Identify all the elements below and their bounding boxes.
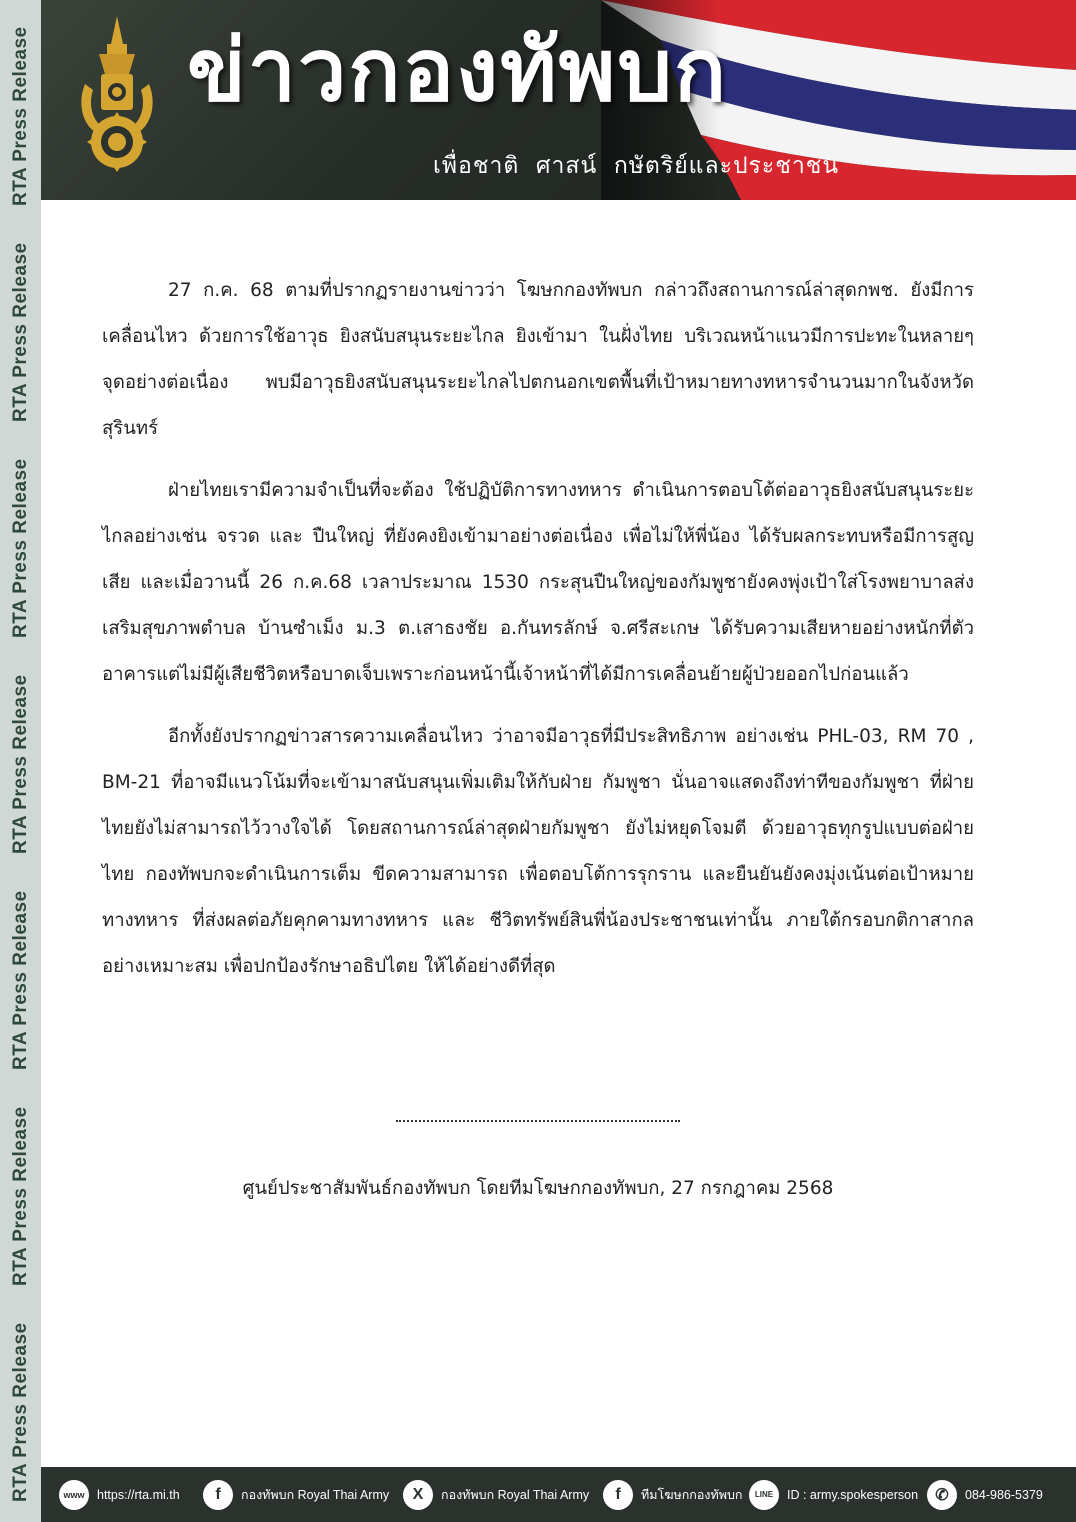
facebook-icon: f <box>203 1480 233 1510</box>
side-band-label: RTA Press Release <box>10 1322 31 1502</box>
footer-website[interactable] <box>59 1467 180 1522</box>
side-band-label: RTA Press Release <box>10 1106 31 1286</box>
dotted-divider <box>396 1120 680 1122</box>
masthead-tagline: เพื่อชาติ ศาสน์ กษัตริย์และประชาชน <box>433 153 840 179</box>
side-band-labels <box>0 0 41 1522</box>
header-banner <box>41 0 1076 200</box>
footer-x-rta-text: กองทัพบก Royal Thai Army <box>441 1487 590 1502</box>
side-band <box>0 0 41 1522</box>
footer-facebook-spokesperson-text: ทีมโฆษกกองทัพบก <box>641 1487 743 1502</box>
paragraph: อีกทั้งยังปรากฏข่าวสารความเคลื่อนไหว ว่าอาจมีอาวุธที่มีประสิทธิภาพ อย่างเช่น PHL-03, RM 70 , BM-21 ที่อาจมีแนวโน้มที่จะเข้ามาสนับสนุนเพิ่มเติมให้กับฝ่าย กัมพูชา นั่นอาจแสดงถึงท่าทีของกัมพูชา ที่ฝ่ายไทยยังไม่สามารถไว้วางใจได้ โดยสถานการณ์ล่าสุดฝ่ายกัมพูชา ยังไม่หยุดโจมตี ด้วยอาวุธทุกรูปแบบต่อฝ่ายไทย กองทัพบกจะดำเนินการเต็ม ขีดความสามารถ เพื่อตอบโต้การรุกราน และยืนยันยังคงมุ่งเน้นต่อเป้าหมายทางทหาร ที่ส่งผลต่อภัยคุกคามทางทหาร และ ชีวิตทรัพย์สินพี่น้องประชาชนเท่านั้น ภายใต้กรอบกติกาสากลอย่างเหมาะสม เพื่อปกป้องรักษาอธิปไตย ให้ได้อย่างดีที่สุด <box>102 726 974 977</box>
footer-line-id[interactable] <box>749 1467 918 1522</box>
royal-thai-army-emblem <box>77 14 157 184</box>
footer-facebook-rta-text: กองทัพบก Royal Thai Army <box>241 1487 390 1502</box>
phone-icon: ✆ <box>927 1480 957 1510</box>
side-band-label: RTA Press Release <box>10 242 31 422</box>
facebook-icon: f <box>603 1480 633 1510</box>
signoff-line: ศูนย์ประชาสัมพันธ์กองทัพบก โดยทีมโฆษกกองทัพบก, 27 กรกฎาคม 2568 <box>242 1178 834 1199</box>
side-band-label: RTA Press Release <box>10 890 31 1070</box>
paragraph: 27 ก.ค. 68 ตามที่ปรากฏรายงานข่าวว่า โฆษกกองทัพบก กล่าวถึงสถานการณ์ล่าสุดกพช. ยังมีการเคลื่อนไหว ด้วยการใช้อาวุธ ยิงสนับสนุนระยะไกล ยิงเข้ามา ในฝั่งไทย บริเวณหน้าแนวมีการปะทะในหลายๆ จุดอย่างต่อเนื่อง พบมีอาวุธยิงสนับสนุนระยะไกลไปตกนอกเขตพื้นที่เป้าหมายทางทหารจำนวนมากในจังหวัดสุรินทร์ <box>102 280 974 439</box>
footer-facebook-spokesperson[interactable] <box>603 1467 742 1522</box>
footer-bar <box>41 1467 1076 1522</box>
footer-line-id-text: ID : army.spokesperson <box>787 1487 919 1502</box>
side-band-label: RTA Press Release <box>10 458 31 638</box>
side-band-label: RTA Press Release <box>10 26 31 206</box>
paragraph: ฝ่ายไทยเรามีความจำเป็นที่จะต้อง ใช้ปฏิบัติการทางทหาร ดำเนินการตอบโต้ต่ออาวุธยิงสนับสนุนระยะไกลอย่างเช่น จรวด และ ปืนใหญ่ ที่ยังคงยิงเข้ามาอย่างต่อเนื่อง เพื่อไม่ให้พี่น้อง ได้รับผลกระทบหรือมีการสูญเสีย และเมื่อวานนี้ 26 ก.ค.68 เวลาประมาณ 1530 กระสุนปืนใหญ่ของกัมพูชายังคงพุ่งเป้าใส่โรงพยาบาลส่งเสริมสุขภาพตำบล บ้านซำเม็ง ม.3 ต.เสาธงชัย อ.กันทรลักษ์ จ.ศรีสะเกษ ได้รับความเสียหายอย่างหนักที่ตัวอาคารแต่ไม่มีผู้เสียชีวิตหรือบาดเจ็บเพราะก่อนหน้านี้เจ้าหน้าที่ได้มีการเคลื่อนย้ายผู้ป่วยออกไปก่อนแล้ว <box>102 480 974 685</box>
x-icon: X <box>403 1480 433 1510</box>
line-icon: LINE <box>749 1480 779 1510</box>
footer-phone-text: 084-986-5379 <box>965 1487 1043 1502</box>
globe-icon: www <box>59 1480 89 1510</box>
press-release-body <box>102 268 974 1006</box>
footer-website-text: https://rta.mi.th <box>97 1487 180 1502</box>
side-band-label: RTA Press Release <box>10 674 31 854</box>
footer-facebook-rta[interactable] <box>203 1467 389 1522</box>
footer-phone[interactable] <box>927 1467 1043 1522</box>
masthead-title: ข่าวกองทัพบก <box>187 21 729 121</box>
footer-x-rta[interactable] <box>403 1467 589 1522</box>
